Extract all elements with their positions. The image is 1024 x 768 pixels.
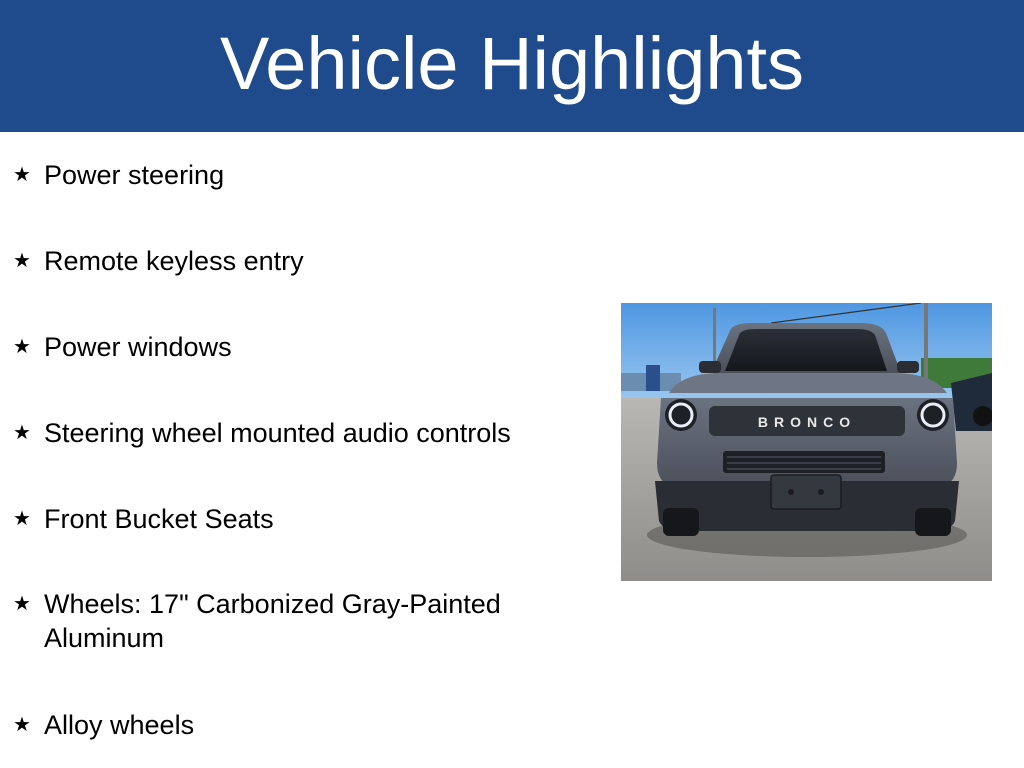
- star-icon: ★: [13, 250, 31, 272]
- feature-text: Steering wheel mounted audio controls: [44, 418, 511, 448]
- feature-text: Remote keyless entry: [44, 246, 304, 276]
- feature-text: Front Bucket Seats: [44, 504, 274, 534]
- header-banner: [0, 0, 1024, 132]
- star-icon: ★: [13, 336, 31, 358]
- star-icon: ★: [13, 508, 31, 530]
- list-item: [0, 502, 600, 536]
- list-item: [0, 587, 600, 655]
- feature-text: Wheels: 17" Carbonized Gray-Painted Aluminum: [44, 589, 501, 653]
- star-icon: ★: [13, 422, 31, 444]
- star-icon: ★: [13, 714, 31, 736]
- feature-text: Alloy wheels: [44, 710, 195, 740]
- star-icon: ★: [13, 164, 31, 186]
- page-title: Vehicle Highlights: [219, 21, 805, 105]
- feature-text: Power steering: [44, 160, 225, 190]
- list-item: [0, 158, 600, 192]
- feature-text: Power windows: [44, 332, 232, 362]
- list-item: [0, 708, 600, 742]
- list-item: [0, 416, 600, 450]
- star-icon: ★: [13, 593, 31, 615]
- grille-badge-text: BRONCO: [757, 414, 857, 430]
- list-item: [0, 330, 600, 364]
- vehicle-photo: [621, 303, 992, 581]
- list-item: [0, 244, 600, 278]
